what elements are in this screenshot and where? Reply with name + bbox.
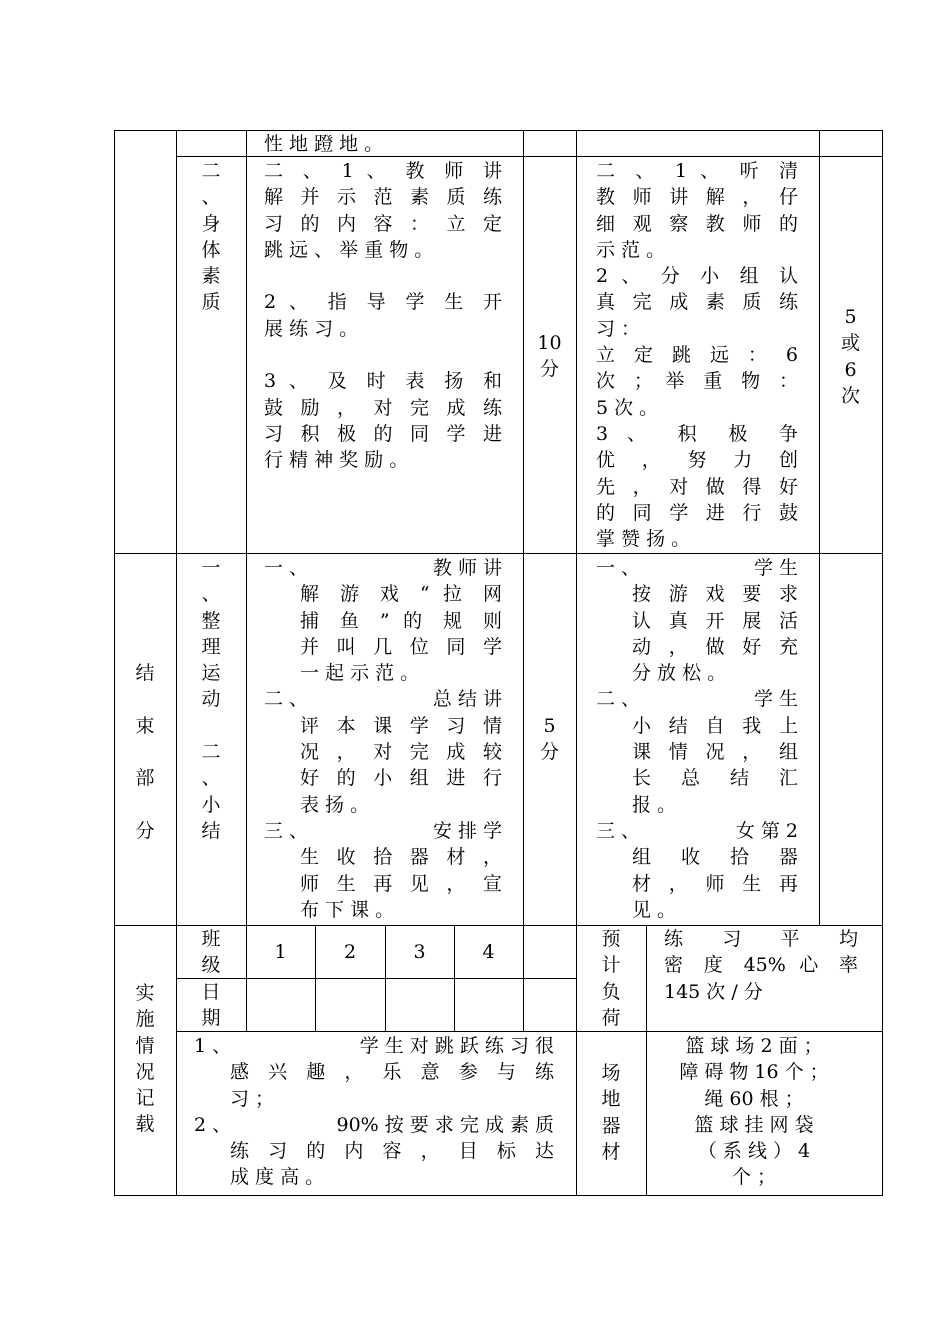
note-mark-line [194, 1112, 554, 1138]
item-char: 质 [201, 291, 221, 314]
teacher-line: 好 的 小 组 进 行 [300, 767, 502, 790]
load-line: 145 次 / 分 [664, 980, 763, 1003]
teacher-line: 二 、 1 、 教 师 讲 [264, 160, 502, 182]
venue-label-char: 地 [601, 1088, 621, 1111]
item-char: 、 [201, 767, 221, 790]
teacher-line: 一 起 示 范 。 [300, 662, 420, 685]
section-char: 束 [135, 714, 155, 737]
item-char: 二 [201, 741, 221, 764]
student-line: 细 观 察 教 师 的 [596, 212, 798, 235]
col-count-line [819, 130, 820, 925]
student-line: 5 次 。 [596, 396, 659, 419]
student-line: 示 范 。 [596, 238, 666, 261]
section-char: 载 [135, 1113, 155, 1136]
venue-line: 障 碍 物 16 个 ； [679, 1061, 829, 1084]
student-line: 报 。 [632, 793, 677, 816]
col-time-line [523, 130, 524, 1031]
teacher-first: 教 师 讲 [432, 557, 502, 579]
date-label-char: 期 [201, 1007, 221, 1030]
venue-equipment [662, 1033, 846, 1191]
count-char: 次 [840, 384, 860, 407]
section-record [114, 980, 176, 1138]
student-mark: 二 、 [596, 688, 641, 711]
item-ending [176, 555, 246, 844]
teacher-line: 展 练 习 。 [264, 317, 359, 340]
item-char: 二 [201, 160, 221, 182]
load-label [576, 926, 646, 1031]
note-line: 成 度 高 。 [230, 1166, 325, 1189]
rule-record [176, 1031, 883, 1032]
section-char: 施 [135, 1008, 155, 1031]
teacher-line: 习 的 内 容 ： 立 定 [264, 212, 502, 235]
venue-line: 绳 60 根 ； [704, 1087, 804, 1110]
teacher-mark: 二 、 [264, 688, 309, 711]
load-line: 密 度 45% 心 率 [664, 954, 858, 977]
note-mark: 1 、 [194, 1035, 232, 1057]
student-line: 动 ， 做 好 充 [632, 635, 798, 658]
student-line: 认 真 开 展 活 [632, 609, 798, 632]
teacher-line: 布 下 课 。 [300, 898, 395, 921]
student-line: 二 、 1 、 听 清 [596, 160, 798, 182]
class-label-char: 级 [201, 954, 221, 977]
venue-label [576, 1060, 646, 1165]
item-char: 体 [201, 238, 221, 261]
teacher-line: 捕 鱼 ” 的 规 则 [300, 609, 502, 632]
teacher-line: 2 、 指 导 学 生 开 [264, 291, 502, 314]
student-line: 小 结 自 我 上 [632, 714, 798, 737]
implementation-notes [194, 1033, 554, 1191]
teacher-line: 鼓 励 ， 对 完 成 练 [264, 396, 502, 419]
student-line: 立 定 跳 远 ： 6 [596, 344, 798, 367]
note-line: 练 习 的 内 容 ， 目 标 达 [230, 1140, 554, 1163]
teacher-line: 解 游 戏 “ 拉 网 [300, 583, 502, 606]
venue-label-char: 场 [601, 1062, 621, 1084]
item-char: 运 [201, 662, 221, 685]
student-first: 学 生 [753, 688, 798, 711]
class-4: 4 [482, 941, 495, 963]
note-mark: 2 、 [194, 1113, 232, 1136]
student-activity-ending [596, 555, 798, 923]
venue-label-char: 材 [601, 1140, 621, 1163]
col-student-line [576, 130, 577, 1196]
load-label-char: 预 [601, 928, 621, 950]
note-line: 习 ； [230, 1087, 275, 1110]
item-char: 小 [201, 793, 221, 816]
load-label-char: 计 [601, 954, 621, 977]
item-char: 、 [201, 186, 221, 209]
section-ending [114, 647, 176, 857]
section-char: 分 [135, 819, 155, 842]
border-bottom [114, 1195, 883, 1196]
item-char: 、 [201, 583, 221, 606]
item-char: 整 [201, 609, 221, 632]
count-char: 或 [840, 332, 860, 355]
class-label-char: 班 [201, 928, 221, 950]
venue-line: 个 ； [731, 1166, 777, 1189]
student-first: 学 生 [753, 557, 798, 579]
col-teacher-line-a [246, 130, 247, 553]
teacher-line: 师 生 再 见 ， 宣 [300, 872, 502, 895]
student-mark-line [596, 555, 798, 581]
student-line: 先 ， 对 做 得 好 [596, 475, 798, 498]
student-line: 2 、 分 小 组 认 [596, 265, 798, 288]
content-tail: 性 地 蹬 地 。 [264, 133, 384, 155]
class-3: 3 [413, 941, 426, 963]
teacher-line: 3 、 及 时 表 扬 和 [264, 370, 502, 393]
teacher-line: 生 收 拾 器 材 ， [300, 846, 502, 869]
teacher-line: 况 ， 对 完 成 较 [300, 741, 502, 764]
student-line: 优 ， 努 力 创 [596, 449, 798, 472]
teacher-line: 行 精 神 奖 励 。 [264, 449, 409, 472]
item-char: 身 [201, 212, 221, 235]
student-line: 长 总 结 汇 [632, 767, 798, 790]
item-char [176, 713, 246, 739]
section-char: 情 [135, 1034, 155, 1057]
venue-line: （ 系 线 ） 4 [697, 1140, 811, 1163]
teacher-activity-fitness [264, 158, 502, 474]
item-char: 素 [201, 265, 221, 288]
student-line: 次 ； 举 重 物 ： [596, 370, 798, 393]
count-char: 6 [844, 358, 857, 381]
load-label-char: 负 [601, 980, 621, 1003]
student-line: 掌 赞 扬 。 [596, 528, 691, 551]
student-mark: 一 、 [596, 557, 641, 579]
item-physical-fitness [176, 158, 246, 316]
item-char: 理 [201, 635, 221, 658]
student-line: 习 ： [596, 317, 641, 340]
student-line: 的 同 学 进 行 鼓 [596, 501, 798, 524]
teacher-first: 安 排 学 [432, 819, 502, 842]
teacher-mark: 三 、 [264, 819, 309, 842]
class-1: 1 [274, 941, 287, 963]
section-char: 结 [135, 662, 155, 684]
student-line: 见 。 [632, 898, 677, 921]
venue-line: 篮 球 场 2 面 ； [685, 1035, 823, 1057]
load-text [664, 926, 858, 1005]
student-line: 3 、 积 极 争 [596, 422, 798, 445]
teacher-line: 习 积 极 的 同 学 进 [264, 422, 502, 445]
rule-row2 [114, 553, 883, 554]
student-line: 教 师 讲 解 ， 仔 [596, 186, 798, 209]
student-mark-line [596, 818, 798, 844]
student-line: 按 游 戏 要 求 [632, 583, 798, 606]
student-line: 分 放 松 。 [632, 662, 727, 685]
note-mark-line [194, 1033, 554, 1059]
item-char: 结 [201, 819, 221, 842]
item-char: 动 [201, 688, 221, 711]
lesson-plan-table [114, 130, 883, 1196]
note-line: 感 兴 趣 ， 乐 意 参 与 练 [230, 1061, 554, 1084]
class-2: 2 [343, 941, 357, 963]
student-line: 材 ， 师 生 再 [632, 872, 798, 895]
student-line: 真 完 成 素 质 练 [596, 291, 798, 314]
student-mark: 三 、 [596, 819, 641, 842]
teacher-line: 并 叫 几 位 同 学 [300, 635, 502, 658]
date-label [176, 979, 246, 1032]
count-char: 5 [844, 306, 857, 328]
time-char: 10 [537, 332, 562, 354]
student-activity-fitness [596, 158, 798, 552]
teacher-line: 解 并 示 范 素 质 练 [264, 186, 502, 209]
col-load-line [646, 925, 647, 1196]
load-label-char: 荷 [601, 1006, 621, 1029]
time-fitness [523, 330, 576, 383]
note-first: 学 生 对 跳 跃 练 习 很 [359, 1035, 554, 1057]
load-line: 练 习 平 均 [664, 928, 858, 950]
col-teacher-line-b [246, 553, 247, 925]
time-char: 5 [543, 715, 556, 737]
student-line: 组 收 拾 器 [632, 846, 798, 869]
teacher-line: 表 扬 。 [300, 793, 370, 816]
teacher-line [264, 342, 502, 368]
teacher-mark-line [264, 555, 502, 581]
student-line: 课 情 况 ， 组 [632, 741, 798, 764]
student-first: 女 第 2 [735, 819, 798, 842]
section-char: 况 [135, 1060, 155, 1083]
venue-label-char: 器 [601, 1114, 621, 1137]
student-mark-line [596, 686, 798, 712]
note-first: 90% 按 要 求 完 成 素 质 [336, 1113, 554, 1136]
venue-line: 篮 球 挂 网 袋 [694, 1113, 814, 1136]
count-fitness [819, 304, 882, 409]
class-label [176, 926, 246, 979]
teacher-activity-ending [264, 555, 502, 923]
time-char: 分 [539, 741, 559, 764]
section-char: 部 [135, 767, 155, 790]
border-right [882, 130, 883, 1196]
time-ending [523, 713, 576, 766]
time-char: 分 [539, 358, 559, 381]
teacher-mark-line [264, 818, 502, 844]
section-char: 实 [135, 982, 155, 1004]
teacher-line [264, 263, 502, 289]
teacher-mark: 一 、 [264, 557, 309, 579]
date-label-char: 日 [201, 981, 221, 1003]
section-char: 记 [135, 1087, 155, 1110]
teacher-mark-line [264, 686, 502, 712]
teacher-first: 总 结 讲 [432, 688, 502, 711]
item-char: 一 [201, 557, 221, 579]
teacher-line: 跳 远 、 举 重 物 。 [264, 238, 434, 261]
teacher-line: 评 本 课 学 习 情 [300, 714, 502, 737]
